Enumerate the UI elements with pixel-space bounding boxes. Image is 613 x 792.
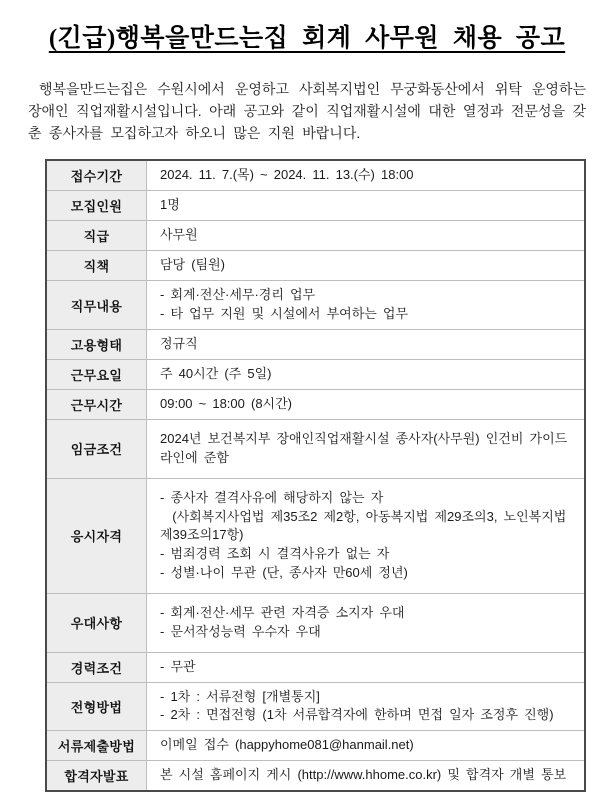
- page-title: (긴급)행복을만드는집 회계 사무원 채용 공고: [48, 25, 566, 52]
- row-value: [147, 652, 586, 682]
- row-value: [147, 360, 586, 390]
- row-value-line: 2024년 보건복지부 장애인직업재활시설 종사자(사무원) 인건비 가이드라인에 준함: [160, 431, 568, 465]
- row-label: 접수기간: [46, 160, 147, 191]
- table-row: [46, 731, 585, 761]
- row-label: 근무시간: [46, 390, 147, 420]
- row-value-line: 주 40시간 (주 5일): [160, 366, 272, 382]
- row-value-line: 1명: [160, 197, 180, 213]
- row-value: [147, 593, 586, 652]
- table-row: [46, 360, 585, 390]
- row-value-line: - 1차 : 서류전형 [개별통지]: [160, 688, 320, 704]
- row-label: 응시자격: [46, 478, 147, 593]
- table-row: [46, 191, 585, 221]
- row-label: 전형방법: [46, 682, 147, 731]
- row-value-line: 2024. 11. 7.(목) ~ 2024. 11. 13.(수) 18:00: [160, 167, 414, 183]
- row-label: 직무내용: [46, 281, 147, 330]
- table-row: [46, 330, 585, 360]
- table-row: [46, 281, 585, 330]
- intro-paragraph: 행복을만드는집은 수원시에서 운영하고 사회복지법인 무궁화동산에서 위탁 운영하는 장애인 직업재활시설입니다. 아래 공고와 같이 직업재활시설에 대한 열정과 전문성을 갖춘 종사자를 모집하고자 하오니 많은 지원 바랍니다.: [28, 81, 586, 142]
- row-value: [147, 160, 586, 191]
- row-value-line: - 무관: [160, 658, 196, 674]
- table-row: [46, 420, 585, 479]
- row-value: [147, 390, 586, 420]
- row-value-line: - 종사자 결격사유에 해당하지 않는 자: [160, 489, 384, 505]
- row-value-line: 정규직: [160, 336, 198, 352]
- table-row: [46, 761, 585, 792]
- table-row: [46, 682, 585, 731]
- row-value: [147, 191, 586, 221]
- row-label: 우대사항: [46, 593, 147, 652]
- row-label: 직급: [46, 221, 147, 251]
- table-row: [46, 652, 585, 682]
- row-value-line: 이메일 접수 (happyhome081@hanmail.net): [160, 737, 414, 753]
- row-value-line: - 문서작성능력 우수자 우대: [160, 623, 321, 639]
- row-label: 고용형태: [46, 330, 147, 360]
- row-value: [147, 221, 586, 251]
- row-value-line: - 2차 : 면접전형 (1차 서류합격자에 한하며 면접 일자 조정후 진행): [160, 707, 554, 723]
- table-row: [46, 390, 585, 420]
- row-value: [147, 330, 586, 360]
- row-label: 근무요일: [46, 360, 147, 390]
- table-row: [46, 160, 585, 191]
- job-info-table-body: [46, 160, 585, 791]
- row-label: 합격자발표: [46, 761, 147, 792]
- row-value: [147, 420, 586, 479]
- row-value-line: - 성별·나이 무관 (단, 종사자 만60세 정년): [160, 565, 408, 581]
- row-value: [147, 761, 586, 792]
- row-label: 서류제출방법: [46, 731, 147, 761]
- table-row: [46, 478, 585, 593]
- row-value-line: - 회계·전산·세무·경리 업무: [160, 287, 316, 303]
- row-value: [147, 251, 586, 281]
- row-label: 경력조건: [46, 652, 147, 682]
- table-row: [46, 593, 585, 652]
- row-label: 모집인원: [46, 191, 147, 221]
- row-value: [147, 682, 586, 731]
- row-value-line: 09:00 ~ 18:00 (8시간): [160, 396, 292, 412]
- table-row: [46, 251, 585, 281]
- row-value: [147, 281, 586, 330]
- row-value: [147, 478, 586, 593]
- row-value-line: 담당 (팀원): [160, 257, 226, 273]
- row-value: [147, 731, 586, 761]
- row-label: 임금조건: [46, 420, 147, 479]
- row-value-line: - 범죄경력 조회 시 결격사유가 없는 자: [160, 546, 390, 562]
- row-value-line: - 타 업무 지원 및 시설에서 부여하는 업무: [160, 306, 409, 322]
- row-value-line: 사무원: [160, 227, 198, 243]
- job-info-table: [45, 159, 586, 792]
- table-row: [46, 221, 585, 251]
- row-value-line: 본 시설 홈페이지 게시 (http://www.hhome.co.kr) 및 합격자 개별 통보: [160, 767, 567, 783]
- row-value-line: (사회복지사업법 제35조2 제2항, 아동복지법 제29조의3, 노인복지법 제39조의17항): [160, 508, 573, 543]
- row-value-line: - 회계·전산·세무 관련 자격증 소지자 우대: [160, 604, 405, 620]
- row-label: 직책: [46, 251, 147, 281]
